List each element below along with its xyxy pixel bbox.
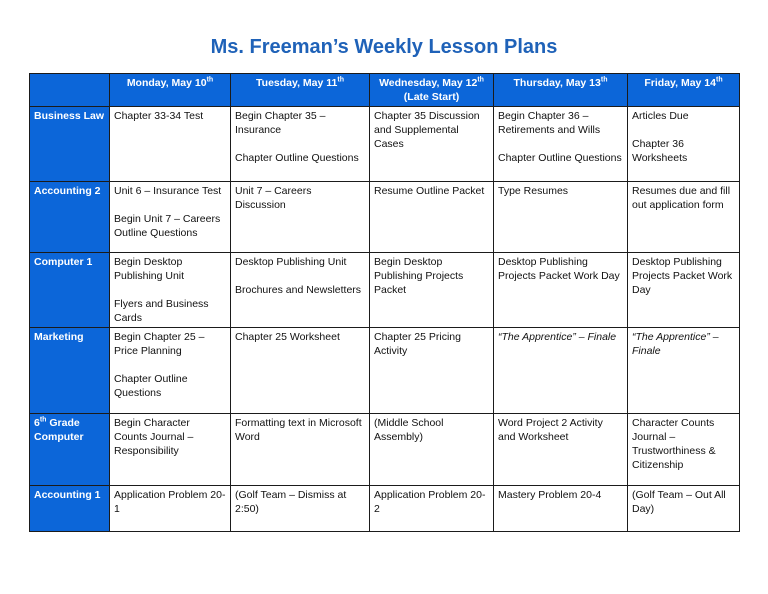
subject-cell: Marketing bbox=[30, 328, 110, 414]
day-header: Wednesday, May 12th (Late Start) bbox=[370, 74, 494, 107]
plan-entry: Resume Outline Packet bbox=[374, 185, 485, 197]
subject-cell: Accounting 2 bbox=[30, 182, 110, 253]
day-header: Monday, May 10th bbox=[110, 74, 231, 107]
plan-entry: Chapter 25 Pricing Activity bbox=[374, 331, 461, 357]
plan-entry: Flyers and Business Cards bbox=[114, 298, 209, 324]
plan-cell bbox=[628, 486, 740, 532]
plan-cell bbox=[628, 107, 740, 182]
table-row bbox=[30, 486, 740, 532]
page-title: Ms. Freeman’s Weekly Lesson Plans bbox=[210, 36, 558, 58]
table-row bbox=[30, 414, 740, 486]
plan-entry: Chapter Outline Questions bbox=[498, 152, 622, 164]
plan-entry: Application Problem 20-1 bbox=[114, 489, 226, 515]
plan-cell bbox=[628, 182, 740, 253]
plan-cell bbox=[231, 486, 370, 532]
plan-cell bbox=[110, 182, 231, 253]
plan-entry: Desktop Publishing Projects Packet Work Day bbox=[632, 256, 733, 296]
plan-cell bbox=[110, 486, 231, 532]
plan-entry: Begin Desktop Publishing Unit bbox=[114, 256, 185, 282]
plan-cell bbox=[494, 107, 628, 182]
plan-cell bbox=[110, 328, 231, 414]
plan-cell bbox=[110, 253, 231, 328]
plan-cell bbox=[370, 328, 494, 414]
plan-entry: Unit 6 – Insurance Test bbox=[114, 185, 222, 197]
plan-entry: Chapter 36 Worksheets bbox=[632, 138, 688, 164]
plan-entry: (Golf Team – Out All Day) bbox=[632, 489, 726, 515]
plan-entry: Begin Desktop Publishing Projects Packet bbox=[374, 256, 464, 296]
plan-cell bbox=[231, 182, 370, 253]
plan-cell bbox=[494, 328, 628, 414]
plan-entry: Begin Chapter 25 – Price Planning bbox=[114, 331, 205, 357]
plan-cell bbox=[628, 328, 740, 414]
plan-entry: Character Counts Journal – Trustworthiness & Citizenship bbox=[632, 417, 716, 471]
plan-entry: Desktop Publishing Projects Packet Work Day bbox=[498, 256, 620, 282]
plan-entry: Articles Due bbox=[632, 110, 689, 122]
plan-entry: Desktop Publishing Unit bbox=[235, 256, 347, 268]
table-row bbox=[30, 328, 740, 414]
plan-cell bbox=[231, 328, 370, 414]
plan-cell bbox=[494, 182, 628, 253]
day-header: Tuesday, May 11th bbox=[231, 74, 370, 107]
subject-cell: Computer 1 bbox=[30, 253, 110, 328]
plan-cell bbox=[370, 107, 494, 182]
plan-entry: Word Project 2 Activity and Worksheet bbox=[498, 417, 603, 443]
plan-entry: Begin Chapter 36 – Retirements and Wills bbox=[498, 110, 601, 136]
plan-cell bbox=[494, 414, 628, 486]
subject-cell: Accounting 1 bbox=[30, 486, 110, 532]
plan-entry: Begin Unit 7 – Careers Outline Questions bbox=[114, 213, 221, 239]
table-row bbox=[30, 253, 740, 328]
plan-entry: Mastery Problem 20-4 bbox=[498, 489, 602, 501]
plan-entry: “The Apprentice” – Finale bbox=[632, 331, 719, 357]
plan-cell bbox=[370, 253, 494, 328]
plan-entry: Resumes due and fill out application form bbox=[632, 185, 731, 211]
plan-entry: Unit 7 – Careers Discussion bbox=[235, 185, 312, 211]
plan-entry: Brochures and Newsletters bbox=[235, 284, 362, 296]
lesson-plan-table bbox=[29, 73, 740, 532]
plan-cell bbox=[231, 414, 370, 486]
plan-cell bbox=[231, 107, 370, 182]
plan-entry: Chapter 35 Discussion and Supplemental Cases bbox=[374, 110, 480, 150]
subject-cell: 6th Grade Computer bbox=[30, 414, 110, 486]
plan-cell bbox=[231, 253, 370, 328]
plan-entry: Chapter Outline Questions bbox=[114, 373, 188, 399]
day-header: Friday, May 14th bbox=[628, 74, 740, 107]
plan-entry: Application Problem 20-2 bbox=[374, 489, 486, 515]
plan-entry: Formatting text in Microsoft Word bbox=[235, 417, 362, 443]
plan-entry: Chapter Outline Questions bbox=[235, 152, 359, 164]
plan-cell bbox=[370, 414, 494, 486]
plan-entry: (Golf Team – Dismiss at 2:50) bbox=[235, 489, 347, 515]
table-row bbox=[30, 107, 740, 182]
plan-cell bbox=[370, 182, 494, 253]
plan-entry: Begin Chapter 35 – Insurance bbox=[235, 110, 326, 136]
header-row bbox=[30, 74, 740, 107]
plan-entry: (Middle School Assembly) bbox=[374, 417, 444, 443]
plan-entry: Begin Character Counts Journal – Responsibility bbox=[114, 417, 194, 457]
corner-cell bbox=[30, 74, 110, 107]
plan-entry: Chapter 33-34 Test bbox=[114, 110, 204, 122]
table-row bbox=[30, 182, 740, 253]
plan-entry: “The Apprentice” – Finale bbox=[498, 331, 617, 343]
plan-cell bbox=[494, 486, 628, 532]
plan-entry: Chapter 25 Worksheet bbox=[235, 331, 340, 343]
day-header: Thursday, May 13th bbox=[494, 74, 628, 107]
subject-cell: Business Law bbox=[30, 107, 110, 182]
plan-cell bbox=[110, 107, 231, 182]
plan-cell bbox=[628, 253, 740, 328]
plan-cell bbox=[370, 486, 494, 532]
plan-cell bbox=[110, 414, 231, 486]
plan-entry: Type Resumes bbox=[498, 185, 569, 197]
plan-cell bbox=[494, 253, 628, 328]
plan-body bbox=[30, 107, 740, 532]
plan-cell bbox=[628, 414, 740, 486]
